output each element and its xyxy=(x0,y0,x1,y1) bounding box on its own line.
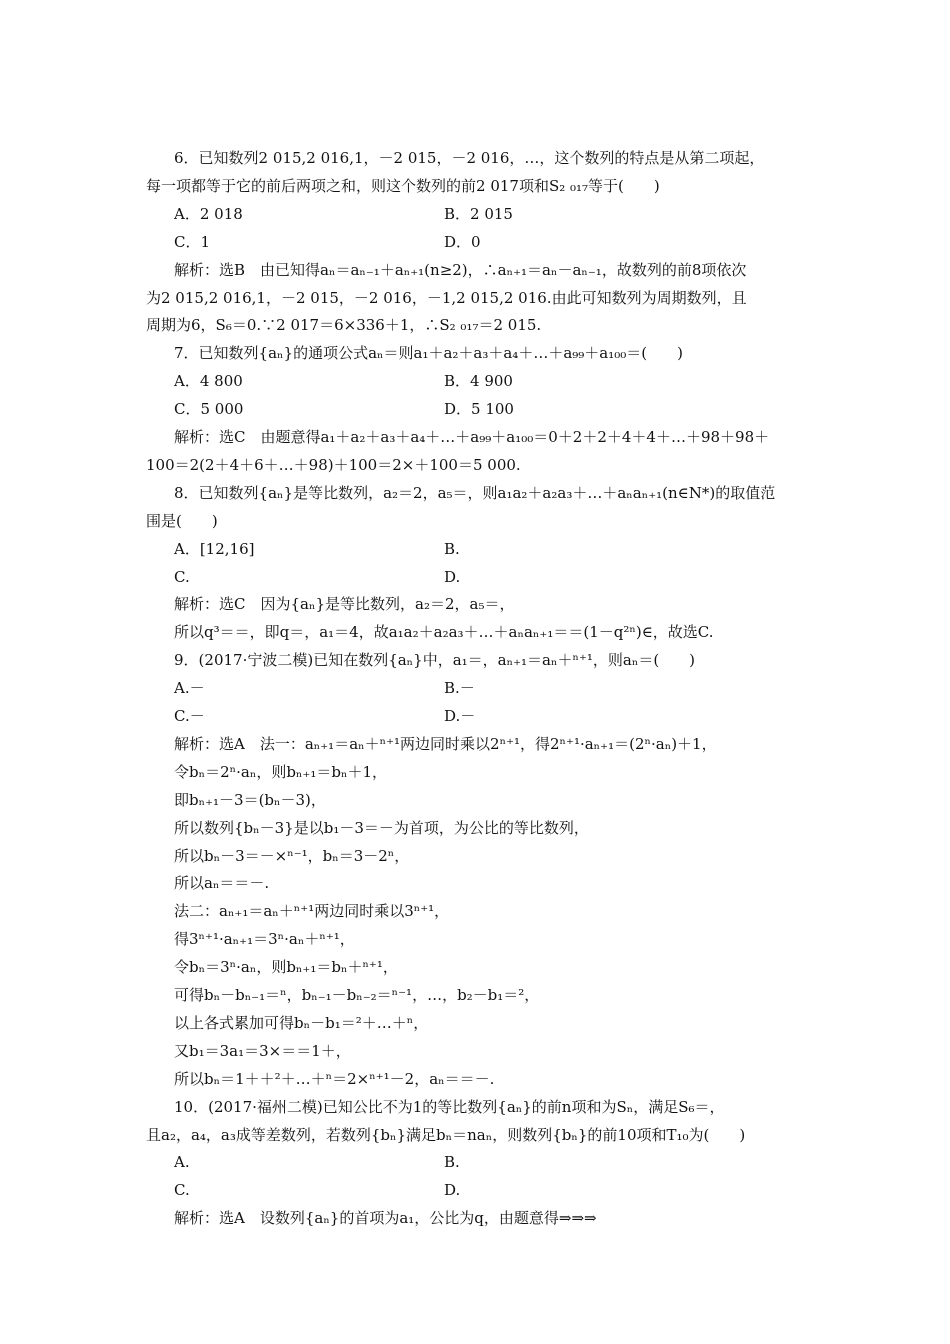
text-line: C.－ xyxy=(174,707,205,725)
option-text: D．5 100 xyxy=(444,400,514,418)
text-line: A.－ xyxy=(174,679,205,697)
text-line: 7．已知数列{aₙ}的通项公式aₙ＝则a₁＋a₂＋a₃＋a₄＋…＋a₉₉＋a₁₀₀＝( ) xyxy=(174,344,683,362)
text-line: 10．(2017·福州二模)已知公比不为1的等比数列{aₙ}的前n项和为Sₙ，满足S₆＝， xyxy=(174,1098,725,1116)
text-line: C．1 xyxy=(174,233,211,251)
text-line: 解析：选A 法一：aₙ₊₁＝aₙ＋ⁿ⁺¹两边同时乘以2ⁿ⁺¹，得2ⁿ⁺¹·aₙ₊₁＝(2ⁿ·aₙ)＋1， xyxy=(174,735,717,753)
option-text: D. xyxy=(444,1181,461,1199)
text-line: 所以bₙ＝1＋＋²＋…＋ⁿ＝2×ⁿ⁺¹－2，aₙ＝＝－. xyxy=(174,1070,495,1088)
text-line: A．4 800 xyxy=(174,372,243,390)
text-line: A. xyxy=(174,1153,190,1171)
option-text: B. xyxy=(444,540,460,558)
text-line: 为2 015,2 016,1，－2 015，－2 016，－1,2 015,2 016.由此可知数列为周期数列，且 xyxy=(146,289,747,307)
text-line: 解析：选A 设数列{aₙ}的首项为a₁，公比为q，由题意得⇒⇒⇒ xyxy=(174,1209,597,1227)
text-line: 所以数列{bₙ－3}是以b₁－3＝－为首项，为公比的等比数列， xyxy=(174,819,589,837)
text-line: A．[12,16] xyxy=(174,540,255,558)
text-line: 围是( ) xyxy=(146,512,218,530)
text-line: 所以aₙ＝＝－. xyxy=(174,874,270,892)
text-line: 所以bₙ－3＝－×ⁿ⁻¹，bₙ＝3－2ⁿ， xyxy=(174,847,410,865)
option-text: D. xyxy=(444,568,461,586)
option-text: D．0 xyxy=(444,233,481,251)
text-line: 可得bₙ－bₙ₋₁＝ⁿ，bₙ₋₁－bₙ₋₂＝ⁿ⁻¹，…，b₂－b₁＝²， xyxy=(174,986,540,1004)
text-line: 令bₙ＝3ⁿ·aₙ，则bₙ₊₁＝bₙ＋ⁿ⁺¹， xyxy=(174,958,398,976)
text-line: 周期为6，S₆＝0.∵2 017＝6×336＋1，∴S₂ ₀₁₇＝2 015. xyxy=(146,316,542,334)
text-line: 解析：选B 由已知得aₙ＝aₙ₋₁＋aₙ₊₁(n≥2)，∴aₙ₊₁＝aₙ－aₙ₋₁，故数列的前8项依次 xyxy=(174,261,747,279)
text-line: 8．已知数列{aₙ}是等比数列，a₂＝2，a₅＝，则a₁a₂＋a₂a₃＋…＋aₙaₙ₊₁(n∈N*)的取值范 xyxy=(174,484,776,502)
text-line: C．5 000 xyxy=(174,400,244,418)
text-line: A．2 018 xyxy=(174,205,243,223)
text-line: 每一项都等于它的前后两项之和，则这个数列的前2 017项和S₂ ₀₁₇等于( ) xyxy=(146,177,660,195)
text-line: C. xyxy=(174,1181,190,1199)
option-text: B.－ xyxy=(444,679,475,697)
text-line: 100＝2(2＋4＋6＋…＋98)＋100＝2×＋100＝5 000. xyxy=(146,456,521,474)
text-line: 即bₙ₊₁－3＝(bₙ－3)， xyxy=(174,791,326,809)
text-line: 9．(2017·宁波二模)已知在数列{aₙ}中，a₁＝，aₙ₊₁＝aₙ＋ⁿ⁺¹，则aₙ＝( ) xyxy=(174,651,696,669)
text-line: 令bₙ＝2ⁿ·aₙ，则bₙ₊₁＝bₙ＋1， xyxy=(174,763,387,781)
option-text: B. xyxy=(444,1153,460,1171)
text-line: 所以q³＝＝，即q＝，a₁＝4，故a₁a₂＋a₂a₃＋…＋aₙaₙ₊₁＝＝(1－q²ⁿ)∈，故选C. xyxy=(174,623,714,641)
option-text: D.－ xyxy=(444,707,476,725)
text-line: 又b₁＝3a₁＝3×＝＝1＋， xyxy=(174,1042,351,1060)
text-line: 以上各式累加可得bₙ－b₁＝²＋…＋ⁿ， xyxy=(174,1014,429,1032)
text-line: 且a₂，a₄，a₃成等差数列，若数列{bₙ}满足bₙ＝naₙ，则数列{bₙ}的前10项和T₁₀为( ) xyxy=(146,1126,746,1144)
text-line: 解析：选C 因为{aₙ}是等比数列，a₂＝2，a₅＝， xyxy=(174,595,515,613)
text-line: 法二：aₙ₊₁＝aₙ＋ⁿ⁺¹两边同时乘以3ⁿ⁺¹， xyxy=(174,902,450,920)
text-line: 解析：选C 由题意得a₁＋a₂＋a₃＋a₄＋…＋a₉₉＋a₁₀₀＝0＋2＋2＋4＋4＋…＋98＋98＋ xyxy=(174,428,770,446)
text-line: 6．已知数列2 015,2 016,1，－2 015，－2 016，…，这个数列的特点是从第二项起， xyxy=(174,149,765,167)
text-line: 得3ⁿ⁺¹·aₙ₊₁＝3ⁿ·aₙ＋ⁿ⁺¹， xyxy=(174,930,355,948)
option-text: B．2 015 xyxy=(444,205,513,223)
option-text: B．4 900 xyxy=(444,372,513,390)
text-line: C. xyxy=(174,568,190,586)
